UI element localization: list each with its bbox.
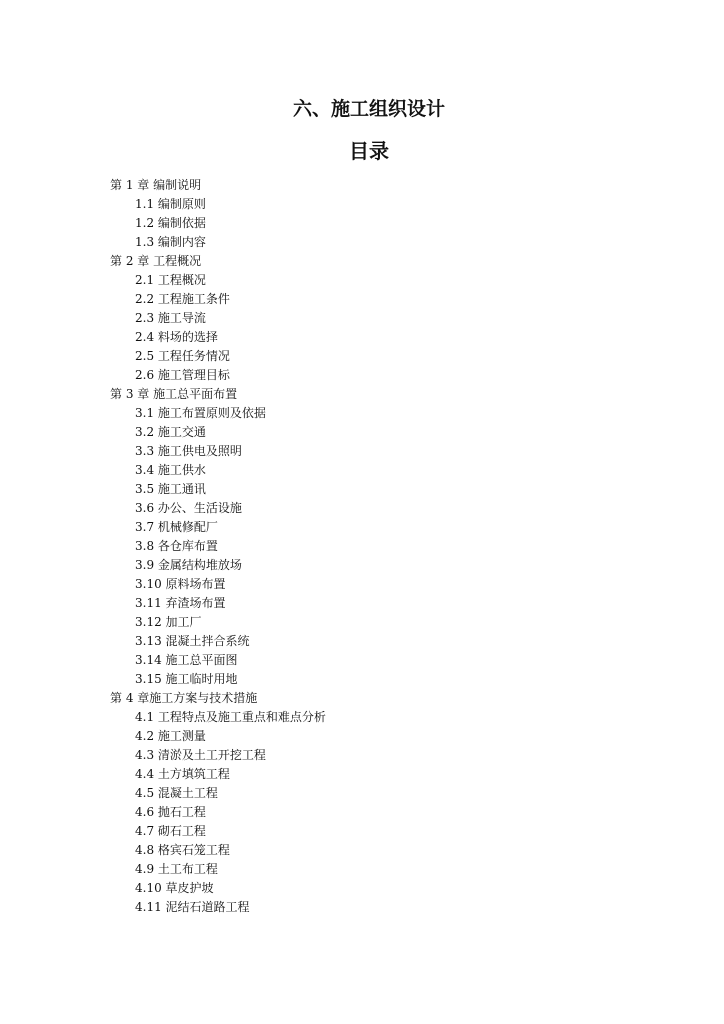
table-of-contents: [110, 176, 630, 917]
toc-section-entry[interactable]: 4.6 抛石工程: [135, 805, 206, 819]
toc-section-entry[interactable]: 3.8 各仓库布置: [135, 539, 218, 553]
toc-section-entry[interactable]: 4.11 泥结石道路工程: [135, 900, 250, 914]
toc-section-entry[interactable]: 1.2 编制依据: [135, 216, 206, 230]
toc-section-entry[interactable]: 3.14 施工总平面图: [135, 653, 238, 667]
toc-section-entry[interactable]: 4.10 草皮护坡: [135, 881, 214, 895]
toc-section-entry[interactable]: 2.5 工程任务情况: [135, 349, 230, 363]
toc-section-entry[interactable]: 3.4 施工供水: [135, 463, 206, 477]
toc-section-entry[interactable]: 4.8 格宾石笼工程: [135, 843, 230, 857]
toc-chapter-entry[interactable]: 第 2 章 工程概况: [110, 254, 202, 268]
document-title: 六、施工组织设计: [292, 98, 445, 120]
toc-section-entry[interactable]: 3.5 施工通讯: [135, 482, 206, 496]
toc-section-entry[interactable]: 3.7 机械修配厂: [135, 520, 218, 534]
toc-section-entry[interactable]: 3.12 加工厂: [135, 615, 202, 629]
toc-chapter-entry[interactable]: 第 3 章 施工总平面布置: [110, 387, 238, 401]
toc-section-entry[interactable]: 3.11 弃渣场布置: [135, 596, 226, 610]
toc-section-entry[interactable]: 4.3 清淤及土工开挖工程: [135, 748, 266, 762]
toc-section-entry[interactable]: 2.3 施工导流: [135, 311, 206, 325]
toc-section-entry[interactable]: 3.9 金属结构堆放场: [135, 558, 242, 572]
toc-section-entry[interactable]: 3.10 原料场布置: [135, 577, 226, 591]
toc-section-entry[interactable]: 3.15 施工临时用地: [135, 672, 238, 686]
toc-chapter-entry[interactable]: 第 4 章施工方案与技术措施: [110, 691, 258, 705]
toc-section-entry[interactable]: 4.4 土方填筑工程: [135, 767, 230, 781]
toc-section-entry[interactable]: 3.3 施工供电及照明: [135, 444, 242, 458]
toc-section-entry[interactable]: 3.2 施工交通: [135, 425, 206, 439]
toc-section-entry[interactable]: 1.1 编制原则: [135, 197, 206, 211]
toc-section-entry[interactable]: 2.1 工程概况: [135, 273, 206, 287]
toc-section-entry[interactable]: 2.2 工程施工条件: [135, 292, 230, 306]
toc-section-entry[interactable]: 2.4 料场的选择: [135, 330, 218, 344]
toc-section-entry[interactable]: 4.5 混凝土工程: [135, 786, 218, 800]
toc-heading: 目录: [349, 139, 389, 163]
toc-section-entry[interactable]: 1.3 编制内容: [135, 235, 206, 249]
toc-section-entry[interactable]: 3.6 办公、生活设施: [135, 501, 242, 515]
toc-section-entry[interactable]: 4.2 施工测量: [135, 729, 206, 743]
toc-section-entry[interactable]: 2.6 施工管理目标: [135, 368, 230, 382]
toc-section-entry[interactable]: 4.7 砌石工程: [135, 824, 206, 838]
toc-section-entry[interactable]: 4.9 土工布工程: [135, 862, 218, 876]
toc-section-entry[interactable]: 4.1 工程特点及施工重点和难点分析: [135, 710, 326, 724]
toc-section-entry[interactable]: 3.13 混凝土拌合系统: [135, 634, 250, 648]
toc-chapter-entry[interactable]: 第 1 章 编制说明: [110, 178, 202, 192]
toc-section-entry[interactable]: 3.1 施工布置原则及依据: [135, 406, 266, 420]
